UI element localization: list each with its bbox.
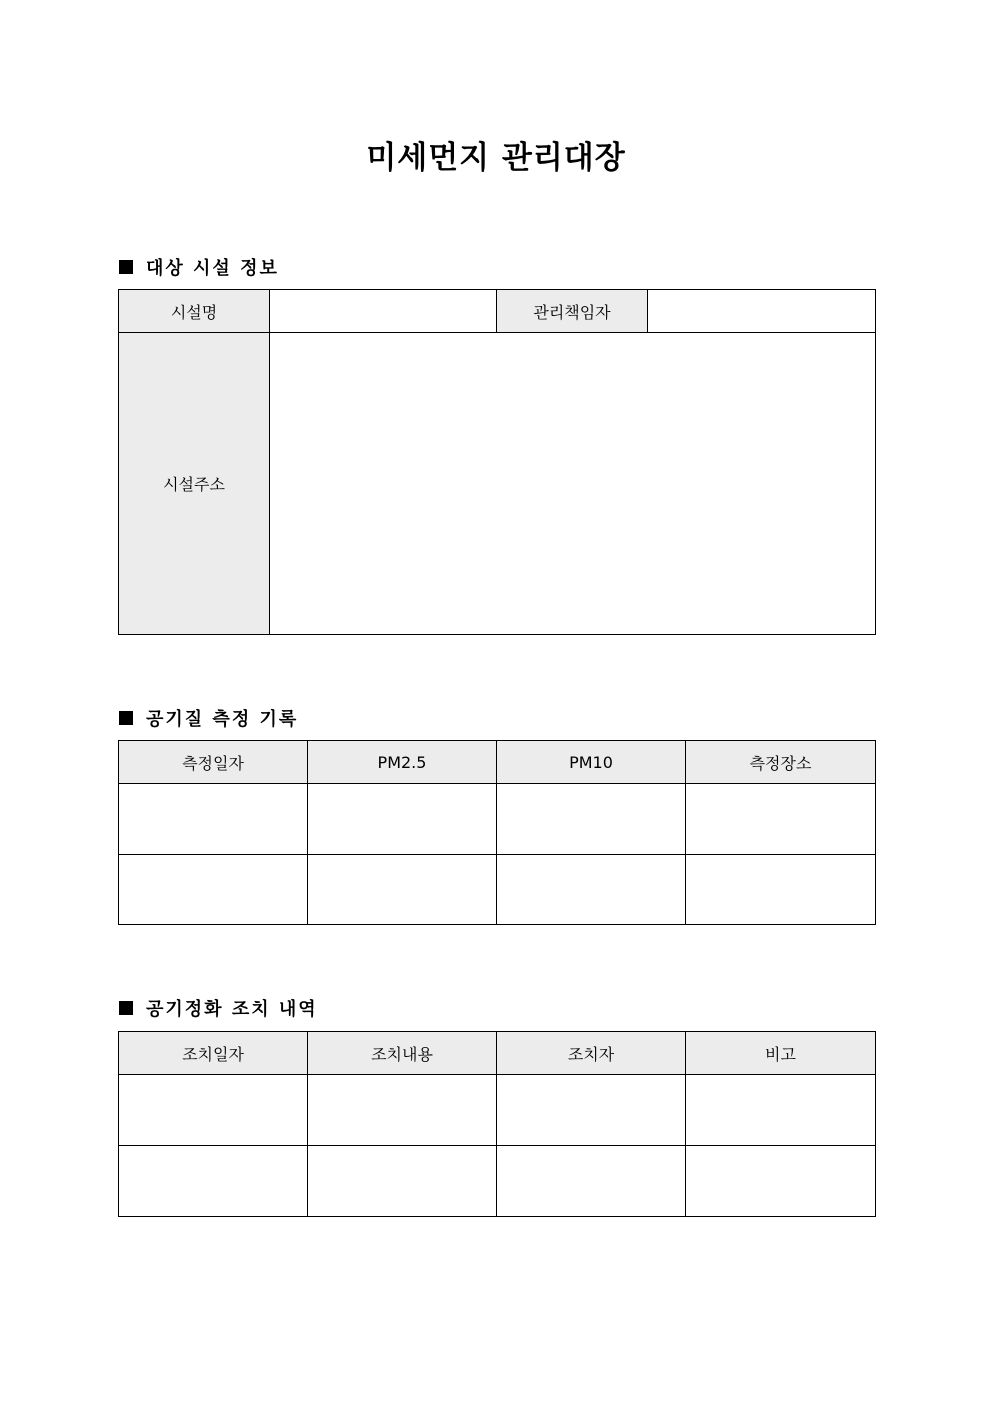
column-header: 측정장소 (686, 741, 876, 784)
table-row (119, 784, 876, 855)
facility-section-heading (119, 254, 279, 280)
table-cell[interactable] (497, 1146, 686, 1217)
manager-label: 관리책임자 (497, 290, 648, 333)
black-square-icon (119, 1001, 133, 1015)
column-header: 조치일자 (119, 1032, 308, 1075)
table-cell[interactable] (308, 1146, 497, 1217)
table-row (119, 1146, 876, 1217)
column-header: PM10 (497, 741, 686, 784)
table-cell[interactable] (119, 1146, 308, 1217)
action-table (118, 1031, 876, 1217)
page-title: 미세먼지 관리대장 (366, 140, 626, 176)
table-cell[interactable] (497, 784, 686, 855)
table-cell[interactable] (308, 784, 497, 855)
black-square-icon (119, 711, 133, 725)
table-cell[interactable] (686, 855, 876, 925)
table-cell[interactable] (308, 855, 497, 925)
measurement-table (118, 740, 876, 925)
address-field[interactable] (270, 333, 876, 635)
facility-name-field[interactable] (270, 290, 497, 333)
table-cell[interactable] (119, 1075, 308, 1146)
facility-name-label: 시설명 (119, 290, 270, 333)
measurement-section-title: 공기질 측정 기록 (146, 709, 299, 730)
address-label: 시설주소 (119, 333, 270, 635)
black-square-icon (119, 260, 133, 274)
table-cell[interactable] (119, 855, 308, 925)
column-header: 측정일자 (119, 741, 308, 784)
manager-field[interactable] (648, 290, 876, 333)
table-cell[interactable] (119, 784, 308, 855)
measurement-section-heading (119, 705, 298, 731)
action-section-heading (119, 995, 318, 1021)
table-row (119, 1075, 876, 1146)
table-cell[interactable] (686, 784, 876, 855)
facility-info-table (118, 289, 876, 635)
facility-section-title: 대상 시설 정보 (146, 258, 279, 279)
table-cell[interactable] (308, 1075, 497, 1146)
column-header: 조치내용 (308, 1032, 497, 1075)
table-cell[interactable] (686, 1146, 876, 1217)
column-header: 비고 (686, 1032, 876, 1075)
table-cell[interactable] (497, 855, 686, 925)
table-cell[interactable] (686, 1075, 876, 1146)
action-section-title: 공기정화 조치 내역 (146, 999, 318, 1020)
table-row (119, 855, 876, 925)
column-header: PM2.5 (308, 741, 497, 784)
column-header: 조치자 (497, 1032, 686, 1075)
table-cell[interactable] (497, 1075, 686, 1146)
